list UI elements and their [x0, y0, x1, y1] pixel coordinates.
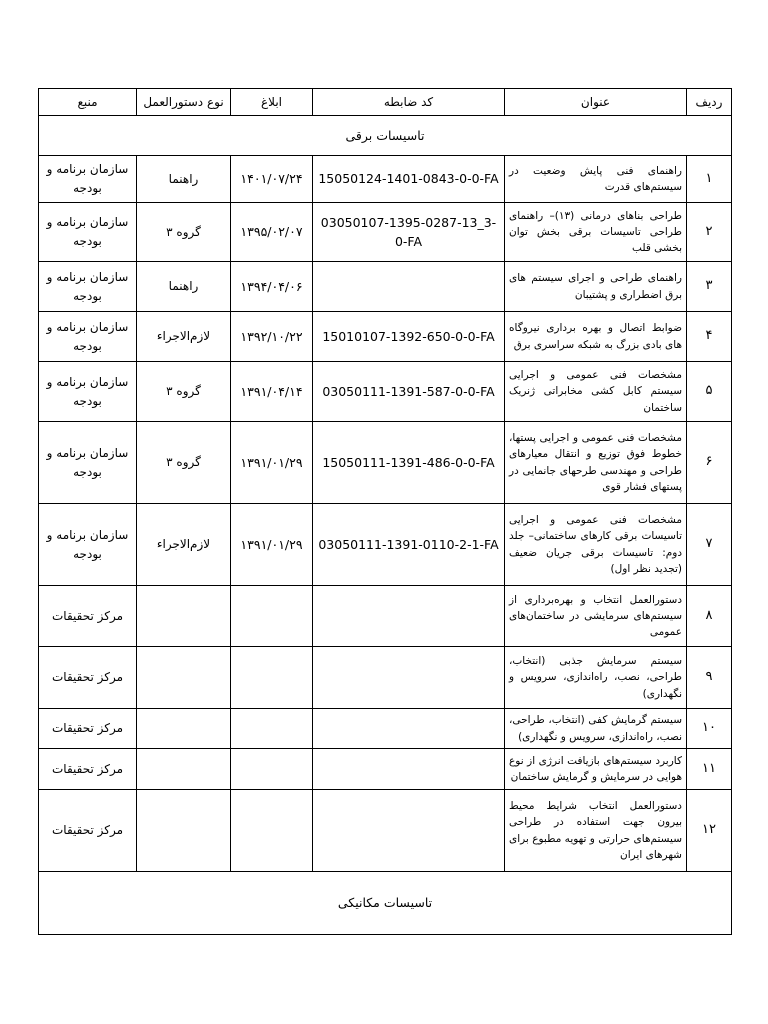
row-type — [137, 709, 231, 749]
row-number: ۵ — [687, 362, 732, 422]
header-row-number: ردیف — [687, 89, 732, 116]
row-title: مشخصات فنی عمومی و اجرایی تاسیسات برقی کارهای ساختمانی– جلد دوم: تاسیسات برقی جریان ضعیف (تجدید نظر اول) — [505, 504, 687, 586]
row-source: مرکز تحقیقات — [39, 749, 137, 790]
row-source: سازمان برنامه و بودجه — [39, 203, 137, 262]
row-type — [137, 647, 231, 709]
row-number: ۹ — [687, 647, 732, 709]
table-row — [39, 709, 732, 749]
table-row — [39, 262, 732, 312]
row-code: 03050111-1391-0110-2-1-FA — [313, 504, 505, 586]
row-title: سیستم گرمایش کفی (انتخاب، طراحی، نصب، راه‌اندازی، سرویس و نگهداری) — [505, 709, 687, 749]
row-type: گروه ۳ — [137, 203, 231, 262]
row-source: سازمان برنامه و بودجه — [39, 312, 137, 362]
row-number: ۷ — [687, 504, 732, 586]
row-title: طراحی بناهای درمانی (۱۳)– راهنمای طراحی تاسیسات برقی بخش توان بخشی قلب — [505, 203, 687, 262]
table-row — [39, 422, 732, 504]
row-type: راهنما — [137, 262, 231, 312]
row-code — [313, 647, 505, 709]
row-date — [231, 749, 313, 790]
header-type: نوع دستورالعمل — [137, 89, 231, 116]
row-code: 03050107-1395-0287-13_3-0-FA — [313, 203, 505, 262]
table-row — [39, 362, 732, 422]
row-title: مشخصات فنی عمومی و اجرایی پستها، خطوط فوق توزیع و انتقال معیارهای طراحی و مهندسی طرحهای جانمایی در پستهای فشار قوی — [505, 422, 687, 504]
row-source: مرکز تحقیقات — [39, 790, 137, 872]
header-title: عنوان — [505, 89, 687, 116]
table-row — [39, 312, 732, 362]
table-row — [39, 504, 732, 586]
section-title: تاسیسات برقی — [39, 116, 732, 156]
row-title: راهنمای فنی پایش وضعیت در سیستم‌های قدرت — [505, 156, 687, 203]
row-title: ضوابط اتصال و بهره برداری نیروگاه های بادی بزرگ به شبکه سراسری برق — [505, 312, 687, 362]
row-code — [313, 749, 505, 790]
row-source: سازمان برنامه و بودجه — [39, 422, 137, 504]
row-code — [313, 262, 505, 312]
header-source: منبع — [39, 89, 137, 116]
table-row — [39, 156, 732, 203]
row-type: راهنما — [137, 156, 231, 203]
row-number: ۲ — [687, 203, 732, 262]
row-type: گروه ۳ — [137, 362, 231, 422]
row-date — [231, 586, 313, 647]
row-type — [137, 586, 231, 647]
section-row-mechanical — [39, 872, 732, 935]
row-code: 15010107-1392-650-0-0-FA — [313, 312, 505, 362]
row-number: ۱ — [687, 156, 732, 203]
row-source: مرکز تحقیقات — [39, 586, 137, 647]
row-number: ۱۰ — [687, 709, 732, 749]
row-date: ۱۴۰۱/۰۷/۲۴ — [231, 156, 313, 203]
header-code: کد ضابطه — [313, 89, 505, 116]
row-title: دستورالعمل انتخاب و بهره‌برداری از سیستم‌های سرمایشی در ساختمان‌های عمومی — [505, 586, 687, 647]
row-number: ۶ — [687, 422, 732, 504]
row-source: سازمان برنامه و بودجه — [39, 504, 137, 586]
table-row — [39, 586, 732, 647]
row-code: 15050111-1391-486-0-0-FA — [313, 422, 505, 504]
table-row — [39, 749, 732, 790]
row-source: سازمان برنامه و بودجه — [39, 262, 137, 312]
row-number: ۱۲ — [687, 790, 732, 872]
row-source: مرکز تحقیقات — [39, 709, 137, 749]
row-type: لازم‌الاجراء — [137, 504, 231, 586]
row-date — [231, 790, 313, 872]
row-title: کاربرد سیستم‌های بازیافت انرژی از نوع هوایی در سرمایش و گرمایش ساختمان — [505, 749, 687, 790]
row-code — [313, 709, 505, 749]
row-source: مرکز تحقیقات — [39, 647, 137, 709]
row-type — [137, 749, 231, 790]
row-date — [231, 647, 313, 709]
row-number: ۸ — [687, 586, 732, 647]
row-code: 15050124-1401-0843-0-0-FA — [313, 156, 505, 203]
row-title: راهنمای طراحی و اجرای سیستم های برق اضطراری و پشتیبان — [505, 262, 687, 312]
table-header-row — [39, 89, 732, 116]
standards-table — [38, 88, 732, 935]
row-type: لازم‌الاجراء — [137, 312, 231, 362]
row-number: ۱۱ — [687, 749, 732, 790]
row-type: گروه ۳ — [137, 422, 231, 504]
row-code — [313, 586, 505, 647]
row-type — [137, 790, 231, 872]
header-date: ابلاغ — [231, 89, 313, 116]
row-number: ۳ — [687, 262, 732, 312]
row-date: ۱۳۹۱/۰۴/۱۴ — [231, 362, 313, 422]
section-title: تاسیسات مکانیکی — [39, 872, 732, 935]
section-row-electrical — [39, 116, 732, 156]
row-title: سیستم سرمایش جذبی (انتخاب، طراحی، نصب، راه‌اندازی، سرویس و نگهداری) — [505, 647, 687, 709]
row-code — [313, 790, 505, 872]
row-code: 03050111-1391-587-0-0-FA — [313, 362, 505, 422]
table-row — [39, 203, 732, 262]
row-date — [231, 709, 313, 749]
row-title: دستورالعمل انتخاب شرایط محیط بیرون جهت استفاده در طراحی سیستم‌های حرارتی و تهویه مطبوع برای شهرهای ایران — [505, 790, 687, 872]
row-source: سازمان برنامه و بودجه — [39, 362, 137, 422]
row-date: ۱۳۹۴/۰۴/۰۶ — [231, 262, 313, 312]
row-date: ۱۳۹۵/۰۲/۰۷ — [231, 203, 313, 262]
table-row — [39, 790, 732, 872]
row-title: مشخصات فنی عمومی و اجرایی سیستم کابل کشی مخابراتی ژنریک ساختمان — [505, 362, 687, 422]
row-date: ۱۳۹۱/۰۱/۲۹ — [231, 422, 313, 504]
table-row — [39, 647, 732, 709]
row-number: ۴ — [687, 312, 732, 362]
row-source: سازمان برنامه و بودجه — [39, 156, 137, 203]
row-date: ۱۳۹۲/۱۰/۲۲ — [231, 312, 313, 362]
row-date: ۱۳۹۱/۰۱/۲۹ — [231, 504, 313, 586]
